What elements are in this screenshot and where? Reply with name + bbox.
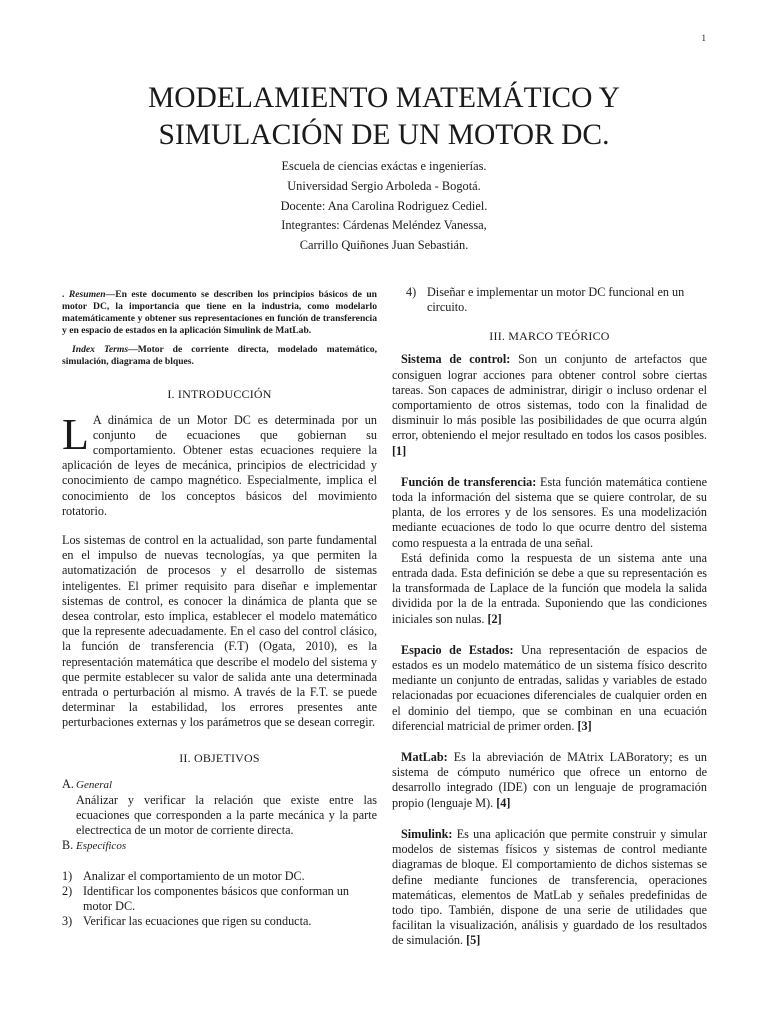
definition-funcion-de-transferencia [392,475,707,551]
instructor-line: Docente: Ana Carolina Rodriguez Cediel. [280,198,488,213]
abstract-prefix: . [62,289,69,300]
subsection-a-title: General [76,778,113,791]
affiliation-university: Universidad Sergio Arboleda - Bogotá. [287,178,481,193]
subsection-especificos [62,838,377,854]
section-heading-objetivos: II. OBJETIVOS [179,750,260,765]
paper-title [60,80,708,154]
subsection-a-label: A. [62,776,74,791]
index-terms-text: —Motor de corriente directa, modelado matemático, simulación, diagrama de blques. [62,344,377,368]
term-espacio-de-estados: Espacio de Estados: [401,642,514,657]
subsection-b-label: B. [62,838,74,853]
list-item-text: Verificar las ecuaciones que rigen su conducta. [83,914,312,929]
term-sistema-de-control: Sistema de control: [401,352,511,367]
definition-text: Es la abreviación de MAtrix LABoratory; es un sistema de cómputo numérico que ofrece un entorno de desarrollo integrado (IDE) con un lenguaje de programación propio (lenguaje M). [392,750,707,810]
definition-text: Son un conjunto de artefactos que consiguen lograr acciones para obtener control sobre ciertas tareas. Son capaces de administrar, dirigir o incluso ordenar el comportamiento de otros sistemas, todo con la finalidad de disminuir lo más posible las posibilidades de que ocurra algún error, obteniendo el mejor resultado en todos los casos posibles. [392,352,707,443]
index-terms-label: Index Terms [72,344,129,356]
citation-1: [1] [392,443,407,458]
drop-cap: L [62,409,89,459]
list-item-text: Analizar el comportamiento de un motor DC. [83,868,305,883]
definition-text: Está definida como la respuesta de un sistema ante una entrada dada. Esta definición se debe a que su representación es la transformada de Laplace de la función que modela la salida dividida por la de la entrada. Suponiendo que las condiciones iniciales son nulas. [392,550,707,626]
abstract [62,289,377,337]
definition-matlab [392,750,707,811]
specific-objectives-list-continued [392,285,707,315]
definition-sistema-de-control [392,352,707,458]
list-item-number: 1) [62,868,73,883]
list-item-text: Diseñar e implementar un motor DC funcional en un circuito. [427,285,685,315]
abstract-text: —En este documento se describen los principios básicos de un motor DC, la importancia que tiene en la industria, como modelarlo matemáticamente y obtener sus representaciones en función de transferencia y en espacio de estados en la aplicación Simulink de MatLab. [62,289,377,337]
definition-funcion-de-transferencia-2 [392,551,707,627]
right-column [392,285,707,949]
definition-text: Es una aplicación que permite construir y simular modelos de sistemas físicos y sistemas de control mediante diagramas de bloque. El comportamiento de dichos sistemas se define mediante funciones de transferencia, operaciones matemáticas, elementos de MatLab y señales predefinidas de todo tipo. También, dispone de una serie de utilidades que facilitan la visualización, análisis y guardado de los resultados de simulación. [392,826,707,948]
list-item-text: Identificar los componentes básicos que conforman un motor DC. [83,883,350,914]
title-line-1: MODELAMIENTO MATEMÁTICO Y [148,82,620,114]
citation-4: [4] [496,795,511,810]
list-item [62,884,377,914]
list-item-number: 4) [406,285,417,299]
term-matlab: MatLab: [401,750,448,765]
page-number: 1 [701,33,706,43]
left-column [62,289,377,929]
citation-3: [3] [577,718,592,733]
list-item [62,914,377,929]
intro-paragraph-1 [62,409,377,519]
index-terms [62,344,377,368]
affiliation-school: Escuela de ciencias exáctas e ingenierías. [281,159,487,173]
members-line-1: Integrantes: Cárdenas Meléndez Vanessa, [281,218,487,233]
intro-paragraph-2: Los sistemas de control en la actualidad, son parte fundamental en el impulso de nuevas tecnologías, ya que permiten la automatización de procesos y el desarrollo de sistemas inteligentes. El primer requisito para diseñar e implementar sistemas de control, es conocer la dinámica de planta que se desea controlar, esto implica, establecer el modelo matemático que la represente adecuadamente. En el caso del control clásico, la función de transferencia (F.T) (Ogata, 2010), es la representación matemática que describe el modelo del sistema y que permite establecer su valor de salida ante una determinada entrada o perturbación al mismo. A través de la F.T. se puede determinar la estabilidad, los errores presentes ante perturbaciones externas y los parámetros que se desean corregir. [62,532,377,730]
citation-5: [5] [466,933,481,948]
abstract-label: Resumen [68,289,106,300]
title-line-2: SIMULACIÓN DE UN MOTOR DC. [158,119,610,151]
list-item [406,285,707,315]
subsection-b-title: Específicos [76,840,127,853]
term-funcion-de-transferencia: Función de transferencia: [401,474,537,489]
list-item-number: 3) [62,914,73,929]
definition-text: Esta función matemática contiene toda la información del sistema que se quiere controlar, de su planta, de los errores y de los sensores. Es una modelización mediante ecuaciones de todo lo que ocurre dentro del sistema como respuesta a la entrada de una señal. [392,474,707,550]
members-line-2: Carrillo Quiñones Juan Sebastián. [299,238,469,253]
specific-objectives-list [62,869,377,930]
author-block [60,157,708,256]
general-objective-text: Análizar y verificar la relación que existe entre las ecuaciones que corresponden a la parte mecánica y la parte electrectica de un motor de corriente directa. [76,792,377,838]
subsection-general [62,777,377,793]
term-simulink: Simulink: [401,826,453,841]
definition-simulink [392,827,707,949]
citation-2: [2] [487,611,502,626]
definition-espacio-de-estados [392,643,707,734]
section-heading-marco-teorico: III. MARCO TEÓRICO [489,329,610,344]
list-item-number: 2) [62,883,73,898]
section-heading-introduccion: I. INTRODUCCIÓN [167,386,272,401]
list-item [62,869,377,884]
intro-paragraph-1-text: A dinámica de un Motor DC es determinada por un conjunto de ecuaciones que gobiernan su comportamiento. Obtener estas ecuaciones requiere la aplicación de leyes de mecánica, principios de electricidad y conocimiento de campo magnético. Especialmente, implica el conocimiento de los conceptos básicos del movimiento rotatorio. [62,412,377,518]
definition-text: Una representación de espacios de estados es un modelo matemático de un sistema físico descrito mediante un conjunto de entradas, salidas y variables de estado relacionadas por ecuaciones diferenciales de cualquier orden en el dominio del tiempo, que se combinan en una ecuación diferencial matricial de primer orden. [392,642,707,733]
